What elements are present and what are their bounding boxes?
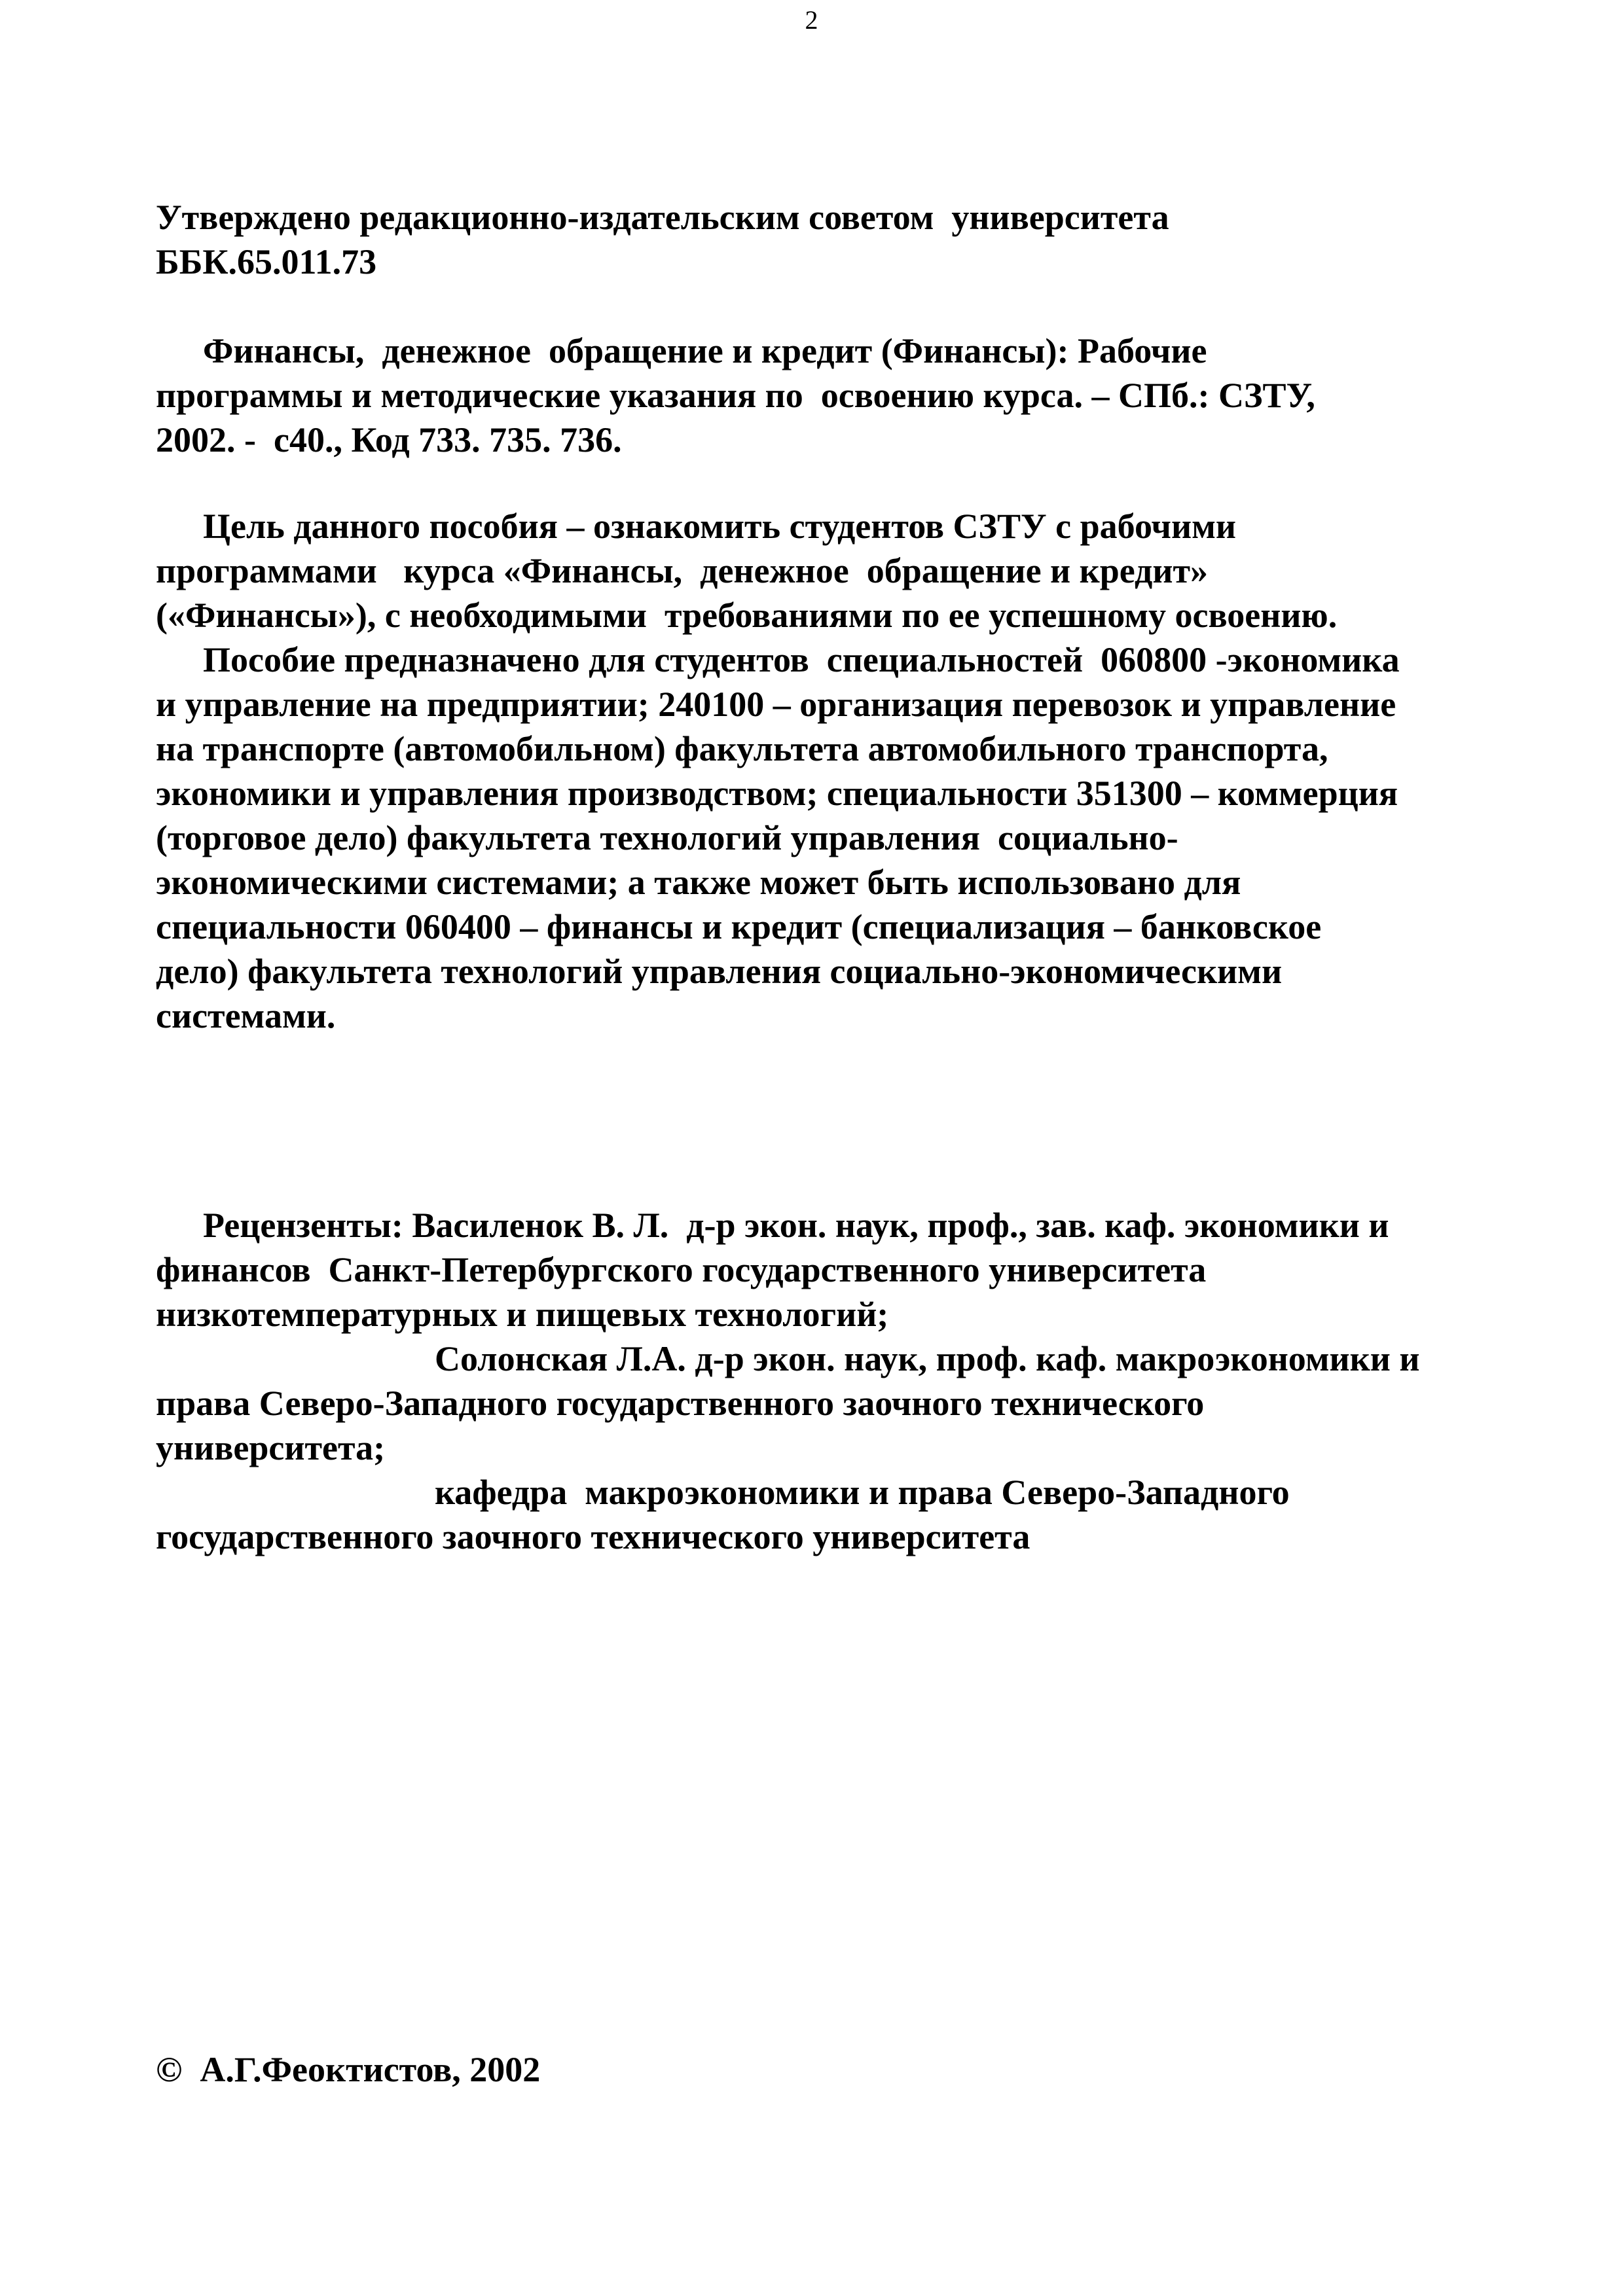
audience-line: и управление на предприятии; 240100 – организация перевозок и управление [156, 685, 1396, 724]
audience-line: на транспорте (автомобильном) факультета автомобильного транспорта, [156, 729, 1328, 768]
reviewers-block [156, 1203, 1557, 1559]
reviewer-3-line: государственного заочного технического университета [156, 1517, 1030, 1556]
copyright: © А.Г.Феоктистов, 2002 [156, 2050, 541, 2089]
page-number: 2 [805, 5, 818, 35]
approval-block [156, 195, 1557, 284]
citation-line: Финансы, денежное обращение и кредит (Финансы): Рабочие [203, 331, 1207, 370]
reviewer-1-line: низкотемпературных и пищевых технологий; [156, 1295, 889, 1334]
audience-line: (торговое дело) факультета технологий управления социально- [156, 818, 1178, 857]
purpose-line: программами курса «Финансы, денежное обращение и кредит» [156, 551, 1209, 590]
reviewer-3-line: кафедра макроэкономики и права Северо-Западного [435, 1473, 1290, 1512]
reviewer-2-line: права Северо-Западного государственного заочного технического [156, 1384, 1205, 1423]
audience-line: Пособие предназначено для студентов специальностей 060800 -экономика [203, 640, 1400, 679]
audience-line: дело) факультета технологий управления социально-экономическими [156, 952, 1283, 991]
citation-line: программы и методические указания по освоению курса. – СПб.: СЗТУ, [156, 376, 1315, 415]
purpose-line: («Финансы»), с необходимыми требованиями по ее успешному освоению. [156, 596, 1338, 635]
citation-line: 2002. - с40., Код 733. 735. 736. [156, 420, 622, 459]
reviewer-2-line: университета; [156, 1428, 386, 1467]
approval-line: Утверждено редакционно-издательским советом университета [156, 198, 1169, 237]
citation-block [156, 329, 1557, 462]
copyright-block [156, 2047, 1557, 2092]
audience-line: экономики и управления производством; специальности 351300 – коммерция [156, 774, 1398, 813]
reviewer-2-line: Солонская Л.А. д-р экон. наук, проф. каф. макроэкономики и [435, 1339, 1420, 1378]
reviewer-1-line: финансов Санкт-Петербургского государственного университета [156, 1250, 1207, 1289]
audience-line: системами. [156, 996, 336, 1035]
abstract-block [156, 504, 1557, 1038]
reviewer-1-line: Рецензенты: Василенок В. Л. д-р экон. наук, проф., зав. каф. экономики и [203, 1206, 1389, 1245]
purpose-line: Цель данного пособия – ознакомить студентов СЗТУ с рабочими [203, 507, 1237, 546]
bbk-code: ББК.65.011.73 [156, 242, 377, 281]
audience-line: экономическими системами; а также может быть использовано для [156, 863, 1241, 902]
audience-line: специальности 060400 – финансы и кредит (специализация – банковское [156, 907, 1322, 946]
